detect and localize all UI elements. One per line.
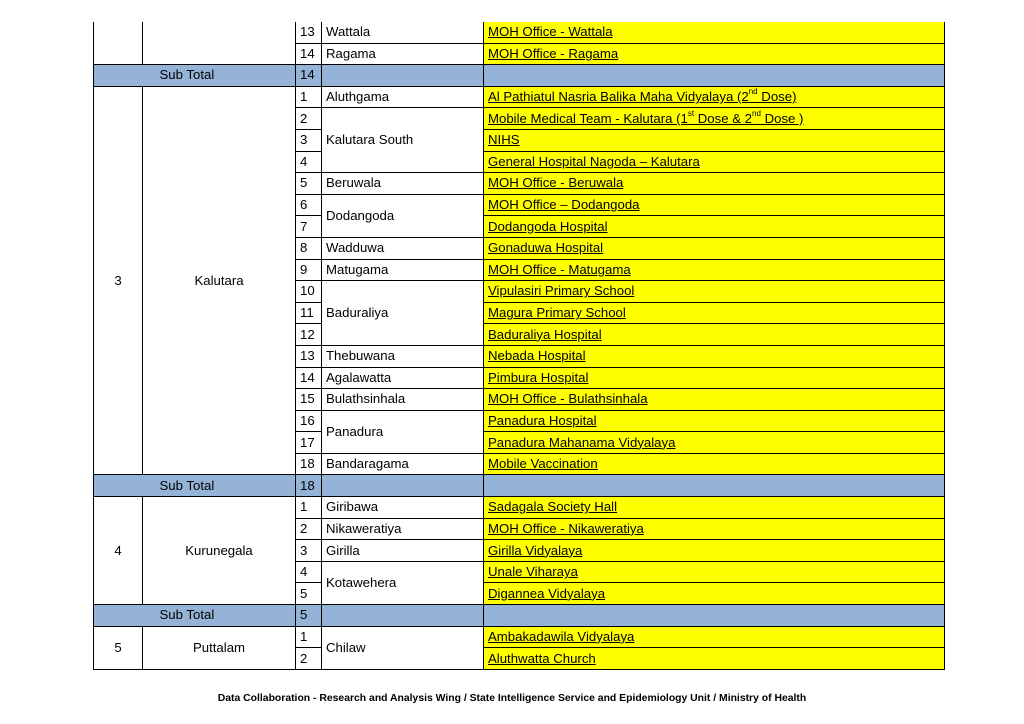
table-row xyxy=(94,626,945,648)
row-number: 4 xyxy=(296,151,322,173)
vaccination-center: Pimbura Hospital xyxy=(484,367,945,389)
subtotal-count: 5 xyxy=(296,605,322,627)
vaccination-center xyxy=(484,108,945,130)
subtotal-empty xyxy=(322,605,484,627)
moh-area: Kalutara South xyxy=(322,108,484,173)
moh-area: Beruwala xyxy=(322,173,484,195)
moh-area: Nikaweratiya xyxy=(322,518,484,540)
row-number: 13 xyxy=(296,345,322,367)
subtotal-spacer xyxy=(94,65,143,87)
moh-area: Girilla xyxy=(322,540,484,562)
row-number: 1 xyxy=(296,86,322,108)
superscript: nd xyxy=(752,108,761,118)
moh-area: Ragama xyxy=(322,43,484,65)
moh-area: Matugama xyxy=(322,259,484,281)
row-number: 18 xyxy=(296,453,322,475)
vaccination-center xyxy=(484,86,945,108)
row-number: 3 xyxy=(296,129,322,151)
row-number: 15 xyxy=(296,389,322,411)
moh-area: Kotawehera xyxy=(322,561,484,604)
row-number: 3 xyxy=(296,540,322,562)
center-text: Mobile Medical Team - Kalutara (1 xyxy=(488,110,688,126)
row-number: 11 xyxy=(296,302,322,324)
row-number: 16 xyxy=(296,410,322,432)
moh-area: Dodangoda xyxy=(322,194,484,237)
row-number: 1 xyxy=(296,497,322,519)
vaccination-center: Dodangoda Hospital xyxy=(484,216,945,238)
row-number: 17 xyxy=(296,432,322,454)
table-row xyxy=(94,86,945,108)
moh-area: Wattala xyxy=(322,22,484,43)
district-number-cell xyxy=(94,22,143,65)
row-number: 6 xyxy=(296,194,322,216)
row-number: 2 xyxy=(296,648,322,670)
row-number: 8 xyxy=(296,237,322,259)
vaccination-center: Digannea Vidyalaya xyxy=(484,583,945,605)
moh-area: Bandaragama xyxy=(322,453,484,475)
vaccination-center: MOH Office - Matugama xyxy=(484,259,945,281)
vaccination-center: Vipulasiri Primary School xyxy=(484,281,945,303)
subtotal-spacer xyxy=(94,475,143,497)
table-row xyxy=(94,22,945,43)
subtotal-label: Sub Total xyxy=(143,605,296,627)
district-number: 4 xyxy=(94,497,143,605)
vaccination-center: Aluthwatta Church xyxy=(484,648,945,670)
vaccination-center: Ambakadawila Vidyalaya xyxy=(484,626,945,648)
page-footer: Data Collaboration - Research and Analysis Wing / State Intelligence Service and Epidemiology Unit / Ministry of Health xyxy=(217,693,807,704)
row-number: 5 xyxy=(296,583,322,605)
center-text: Dose) xyxy=(757,89,797,105)
vaccination-center: NIHS xyxy=(484,129,945,151)
row-number: 9 xyxy=(296,259,322,281)
row-number: 12 xyxy=(296,324,322,346)
subtotal-label: Sub Total xyxy=(143,65,296,87)
row-number: 7 xyxy=(296,216,322,238)
vaccination-center: Magura Primary School xyxy=(484,302,945,324)
vaccination-center: Mobile Vaccination xyxy=(484,453,945,475)
vaccination-center: Unale Viharaya xyxy=(484,561,945,583)
subtotal-count: 18 xyxy=(296,475,322,497)
vaccination-center: MOH Office – Dodangoda xyxy=(484,194,945,216)
district-name: Kalutara xyxy=(143,86,296,475)
moh-area: Wadduwa xyxy=(322,237,484,259)
vaccination-center: MOH Office - Bulathsinhala xyxy=(484,389,945,411)
subtotal-empty xyxy=(484,475,945,497)
moh-area: Panadura xyxy=(322,410,484,453)
center-text: Al Pathiatul Nasria Balika Maha Vidyalaya (2 xyxy=(488,89,749,105)
subtotal-count: 14 xyxy=(296,65,322,87)
moh-area: Agalawatta xyxy=(322,367,484,389)
vaccination-center: Girilla Vidyalaya xyxy=(484,540,945,562)
district-number: 3 xyxy=(94,86,143,475)
subtotal-empty xyxy=(484,605,945,627)
subtotal-empty xyxy=(322,475,484,497)
subtotal-row xyxy=(94,475,945,497)
vaccination-center: MOH Office - Wattala xyxy=(484,22,945,43)
vaccination-center: General Hospital Nagoda – Kalutara xyxy=(484,151,945,173)
row-number: 13 xyxy=(296,22,322,43)
district-name-cell xyxy=(143,22,296,65)
row-number: 10 xyxy=(296,281,322,303)
center-text: Dose ) xyxy=(760,110,804,126)
vaccination-center: Panadura Mahanama Vidyalaya xyxy=(484,432,945,454)
row-number: 2 xyxy=(296,108,322,130)
vaccination-center: Panadura Hospital xyxy=(484,410,945,432)
vaccination-center: Baduraliya Hospital xyxy=(484,324,945,346)
district-name: Puttalam xyxy=(143,626,296,669)
moh-area: Thebuwana xyxy=(322,345,484,367)
row-number: 1 xyxy=(296,626,322,648)
vaccination-center: MOH Office - Beruwala xyxy=(484,173,945,195)
row-number: 14 xyxy=(296,367,322,389)
moh-area: Bulathsinhala xyxy=(322,389,484,411)
subtotal-row xyxy=(94,65,945,87)
district-name: Kurunegala xyxy=(143,497,296,605)
subtotal-empty xyxy=(322,65,484,87)
moh-area: Aluthgama xyxy=(322,86,484,108)
moh-area: Baduraliya xyxy=(322,281,484,346)
vaccination-center: Nebada Hospital xyxy=(484,345,945,367)
superscript: st xyxy=(687,108,695,118)
district-number: 5 xyxy=(94,626,143,669)
subtotal-empty xyxy=(484,65,945,87)
subtotal-label: Sub Total xyxy=(143,475,296,497)
vaccination-center: Sadagala Society Hall xyxy=(484,497,945,519)
table-row xyxy=(94,497,945,519)
row-number: 4 xyxy=(296,561,322,583)
center-text: Dose & 2 xyxy=(694,110,753,126)
vaccination-center: MOH Office - Nikaweratiya xyxy=(484,518,945,540)
subtotal-row xyxy=(94,605,945,627)
superscript: nd xyxy=(748,87,758,97)
vaccination-center: MOH Office - Ragama xyxy=(484,43,945,65)
vaccination-centers-table xyxy=(93,22,945,670)
moh-area: Giribawa xyxy=(322,497,484,519)
row-number: 2 xyxy=(296,518,322,540)
moh-area: Chilaw xyxy=(322,626,484,669)
vaccination-center: Gonaduwa Hospital xyxy=(484,237,945,259)
row-number: 14 xyxy=(296,43,322,65)
subtotal-spacer xyxy=(94,605,143,627)
row-number: 5 xyxy=(296,173,322,195)
